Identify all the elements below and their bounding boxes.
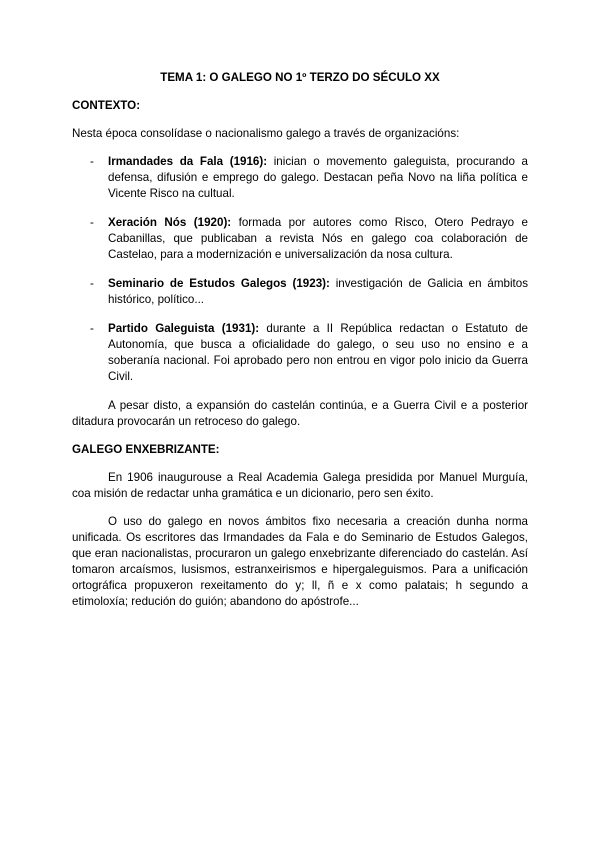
organizations-list [72,154,528,385]
organization-description: durante a II República redactan o Estatuto de Autonomía, que busca a oficialidade do galego, o seu uso no ensino e a soberanía nacional. Foi aprobado pero non entrou en vigor polo inicio da Guerra Civil. [108,322,529,383]
organization-description: formada por autores como Risco, Otero Pedrayo e Cabanillas, que publicaban a revista Nós en galego coa colaboración de Castelao, para a modernización e universalización da nosa cultura. [108,216,528,261]
bullet-dash: - [90,322,94,335]
bullet-dash: - [90,277,94,290]
paragraph-norma-unificada: O uso do galego en novos ámbitos fixo necesaria a creación dunha norma unificada. Os escritores das Irmandades da Fala e do Seminario de Estudos Galegos, que eran nacionalistas, procuraron un galego enxebrizante diferenciado do castelán. Así tomaron arcaísmos, lusismos, estranxeirismos e hipergaleguismos. Para a unificación ortográfica propuxeron rexeitamento do y; ll, ñ e x como palatais; h segundo a etimoloxía; redución do guión; abandono do apóstrofe... [72,515,528,608]
document-page [72,70,528,622]
section-heading-galego-enxebrizante: GALEGO ENXEBRIZANTE: [72,443,220,456]
context-closing-paragraph: A pesar disto, a expansión do castelán continúa, e a Guerra Civil e a posterior ditadura provocarán un retroceso do galego. [72,399,528,428]
section-heading-contexto: CONTEXTO: [72,99,141,112]
organization-description: investigación de Galicia en ámbitos histórico, político... [108,277,528,306]
bullet-dash: - [90,216,94,229]
organization-name: Seminario de Estudos Galegos (1923): [108,277,330,290]
context-intro: Nesta época consolídase o nacionalismo galego a través de organizacións: [72,127,460,140]
paragraph-real-academia: En 1906 inaugurouse a Real Academia Galega presidida por Manuel Murguía, coa misión de redactar unha gramática e un dicionario, pero sen éxito. [72,471,528,500]
document-title: TEMA 1: O GALEGO NO 1º TERZO DO SÉCULO XX [160,71,440,84]
bullet-dash: - [90,155,94,168]
list-item [72,276,528,308]
list-item [72,215,528,263]
organization-name: Irmandades da Fala (1916): [108,155,268,168]
organization-name: Partido Galeguista (1931): [108,322,260,335]
list-item [72,321,528,385]
organization-name: Xeración Nós (1920): [108,216,232,229]
organization-description: inician o movemento galeguista, procurando a defensa, difusión e emprego do galego. Destacan peña Novo na liña política e Vicente Risco na cultual. [108,155,528,200]
list-item [72,154,528,202]
